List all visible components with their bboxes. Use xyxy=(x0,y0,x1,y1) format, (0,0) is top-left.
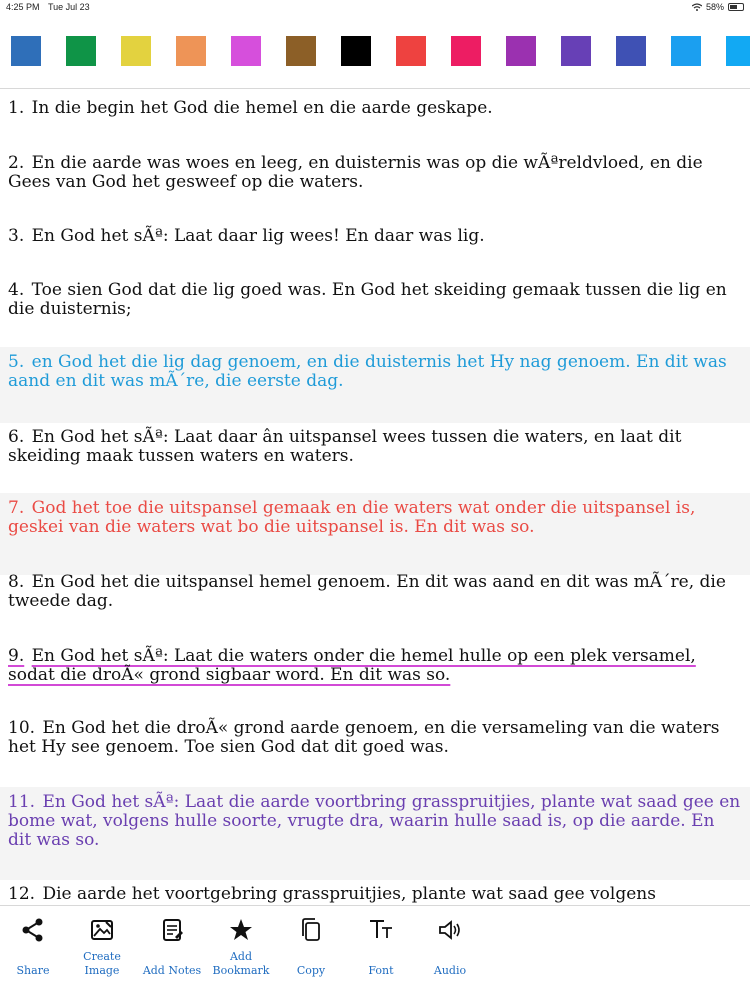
add-bookmark-label: Add Bookmark xyxy=(212,950,270,977)
status-time: 4:25 PM xyxy=(6,2,40,12)
color-swatch-9[interactable] xyxy=(451,36,481,66)
audio-label: Audio xyxy=(433,964,467,977)
copy-button[interactable] xyxy=(276,916,346,978)
verse-number: 1. xyxy=(8,98,25,118)
image-edit-icon xyxy=(88,916,116,944)
verse-2[interactable] xyxy=(0,154,750,192)
color-swatch-3[interactable] xyxy=(121,36,151,66)
verse-text: God het toe die uitspansel gemaak en die waters wat onder die uitspansel is, geskei van die waters wat bo die uitspansel is. En dit was so. xyxy=(8,498,696,537)
star-icon xyxy=(227,916,255,944)
verse-4[interactable] xyxy=(0,281,750,319)
verse-text: En God het sÃª: Laat die aarde voortbring grasspruitjies, plante wat saad gee en bome wat, volgens hulle soorte, vrugte dra, waarin hulle saad is, op die aarde. En dit was so. xyxy=(8,792,741,850)
verse-text: En God het die droÃ« grond aarde genoem, en die versameling van die waters het Hy see genoem. Toe sien God dat dit goed was. xyxy=(8,718,720,757)
share-icon xyxy=(19,916,47,944)
create-image-label: Create Image xyxy=(83,950,121,977)
verse-text: Toe sien God dat die lig goed was. En God het skeiding gemaak tussen die lig en die duisternis; xyxy=(8,280,727,319)
add-notes-button[interactable] xyxy=(137,916,207,978)
battery-percent: 58% xyxy=(705,2,724,12)
verse-5[interactable] xyxy=(0,347,750,423)
verse-text: En die aarde was woes en leeg, en duisternis was op die wÃªreldvloed, en die Gees van God het gesweef op die waters. xyxy=(8,153,703,192)
verse-10[interactable] xyxy=(0,719,750,757)
battery-icon xyxy=(728,3,744,11)
color-swatch-12[interactable] xyxy=(616,36,646,66)
color-swatch-10[interactable] xyxy=(506,36,536,66)
speaker-icon xyxy=(436,916,464,944)
verse-text: En God het sÃª: Laat daar ân uitspansel wees tussen die waters, en laat dit skeiding maak tussen waters en waters. xyxy=(8,427,682,466)
verse-text: en God het die lig dag genoem, en die duisternis het Hy nag genoem. En dit was aand en dit was mÃ´re, die eerste dag. xyxy=(8,352,727,391)
verse-text: En God het sÃª: Laat daar lig wees! En daar was lig. xyxy=(31,226,485,246)
verse-number: 9. xyxy=(8,646,25,666)
font-button[interactable] xyxy=(346,916,416,978)
color-swatch-5[interactable] xyxy=(231,36,261,66)
share-button[interactable] xyxy=(0,916,68,978)
verse-text: Die aarde het voortgebring grasspruitjies, plante wat saad gee volgens xyxy=(42,884,656,904)
add-notes-label: Add Notes xyxy=(142,964,202,977)
color-swatch-13[interactable] xyxy=(671,36,701,66)
verse-6[interactable] xyxy=(0,428,750,466)
verse-text: En God het die uitspansel hemel genoem. En dit was aand en dit was mÃ´re, die tweede dag. xyxy=(8,572,726,611)
verse-number: 12. xyxy=(8,884,36,904)
wifi-icon xyxy=(692,3,702,11)
color-swatch-2[interactable] xyxy=(66,36,96,66)
highlight-color-palette xyxy=(11,36,750,66)
status-bar xyxy=(0,0,750,16)
copy-label: Copy xyxy=(296,964,326,977)
verse-text: En God het sÃª: Laat die waters onder die hemel hulle op een plek versamel, sodat die droÃ« grond sigbaar word. En dit was so. xyxy=(8,646,696,685)
share-label: Share xyxy=(16,964,50,977)
color-swatch-8[interactable] xyxy=(396,36,426,66)
verse-1[interactable] xyxy=(0,99,750,118)
verse-number: 11. xyxy=(8,792,36,812)
verse-7[interactable] xyxy=(0,493,750,575)
color-swatch-4[interactable] xyxy=(176,36,206,66)
add-bookmark-button[interactable] xyxy=(206,916,276,978)
verse-text: In die begin het God die hemel en die aarde geskape. xyxy=(31,98,493,118)
verse-number: 10. xyxy=(8,718,36,738)
verse-list xyxy=(0,89,750,905)
verse-number: 3. xyxy=(8,226,25,246)
verse-8[interactable] xyxy=(0,573,750,611)
font-size-icon xyxy=(367,916,395,944)
status-date: Tue Jul 23 xyxy=(48,2,90,12)
verse-9[interactable] xyxy=(0,647,750,685)
verse-number: 2. xyxy=(8,153,25,173)
verse-number: 7. xyxy=(8,498,25,518)
color-swatch-6[interactable] xyxy=(286,36,316,66)
verse-3[interactable] xyxy=(0,227,750,246)
verse-number: 4. xyxy=(8,280,25,300)
verse-number: 5. xyxy=(8,352,25,372)
create-image-button[interactable] xyxy=(67,916,137,978)
audio-button[interactable] xyxy=(415,916,485,978)
verse-12[interactable] xyxy=(0,885,750,904)
copy-icon xyxy=(297,916,325,944)
color-swatch-11[interactable] xyxy=(561,36,591,66)
bottom-toolbar xyxy=(0,905,750,1000)
color-swatch-14[interactable] xyxy=(726,36,750,66)
color-swatch-1[interactable] xyxy=(11,36,41,66)
font-label: Font xyxy=(368,964,394,977)
verse-11[interactable] xyxy=(0,787,750,880)
notes-icon xyxy=(158,916,186,944)
verse-number: 6. xyxy=(8,427,25,447)
verse-number: 8. xyxy=(8,572,25,592)
status-right xyxy=(692,2,744,12)
color-swatch-7[interactable] xyxy=(341,36,371,66)
